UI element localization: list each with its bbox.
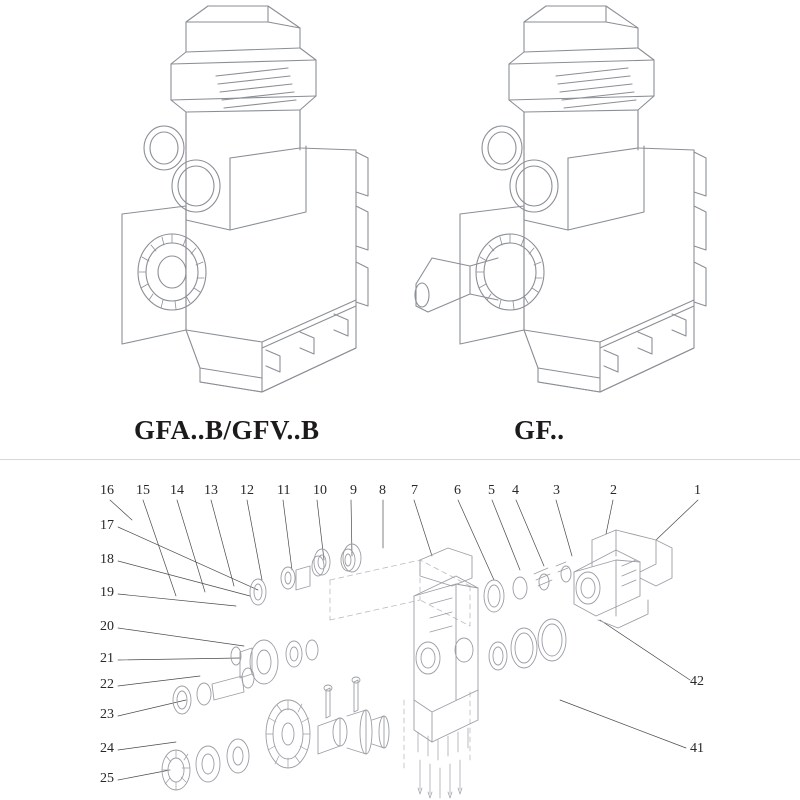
callout-1: 1 [694,483,701,498]
callout-11: 11 [277,483,291,498]
callout-23: 23 [100,707,114,722]
callout-14: 14 [170,483,184,498]
callout-4: 4 [512,483,519,498]
callout-12: 12 [240,483,254,498]
callout-15: 15 [136,483,150,498]
callout-24: 24 [100,741,114,756]
callout-9: 9 [350,483,357,498]
callout-5: 5 [488,483,495,498]
callout-10: 10 [313,483,327,498]
callout-42: 42 [690,674,704,689]
callout-16: 16 [100,483,114,498]
callout-19: 19 [100,585,114,600]
model-title-left: GFA..B/GFV..B [134,415,320,445]
callout-13: 13 [204,483,218,498]
callout-8: 8 [379,483,386,498]
callout-3: 3 [553,483,560,498]
callout-18: 18 [100,552,114,567]
callout-2: 2 [610,483,617,498]
callout-7: 7 [411,483,418,498]
callout-17: 17 [100,518,114,533]
callout-22: 22 [100,677,114,692]
callout-41: 41 [690,741,704,756]
callout-25: 25 [100,771,114,786]
callout-21: 21 [100,651,114,666]
model-title-right: GF.. [514,415,565,445]
callout-6: 6 [454,483,461,498]
callout-20: 20 [100,619,114,634]
